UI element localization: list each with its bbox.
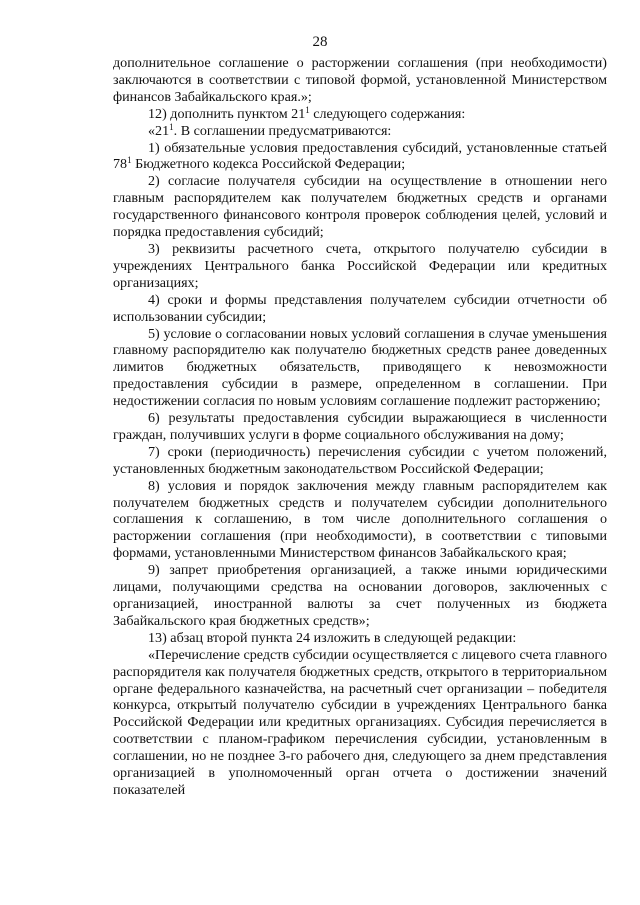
list-item: 8) условия и порядок заключения между главным распорядителем как получателем бюджетных средств и получателем субсидии дополнительного соглашения к соглашению, в том числе дополнительного соглашения о расторжении соглашения (при необходимости), в соответствии с типовыми формами, установленными Министерством финансов Забайкальского края; xyxy=(113,477,607,562)
paragraph: дополнительное соглашение о расторжении соглашения (при необходимости) заключаются в соответствии с типовой формой, установленной Министерством финансов Забайкальского края.»; xyxy=(113,55,607,105)
paragraph: 12) дополнить пунктом $21^1$ следующего содержания: xyxy=(148,104,466,122)
list-item: 7) сроки (периодичность) перечисления субсидии с учетом положений, установленных бюджетным законодательством Российской Федерации; xyxy=(113,443,607,477)
list-item: 3) реквизиты расчетного счета, открытого получателю субсидии в учреждениях Центрального банка Российской Федерации или кредитных организациях; xyxy=(113,240,607,291)
page-number: 28 xyxy=(312,34,328,50)
paragraph: 13) абзац второй пункта 24 изложить в следующей редакции: xyxy=(148,629,517,646)
paragraph: «Перечисление средств субсидии осуществляется с лицевого счета главного распорядителя как получателя бюджетных средств, открытого в территориальном органе федерального казначейства, на расчетный счет организации – победителя конкурса, открытый получателю субсидии в учреждениях Центрального банка Российской Федерации или кредитных организациях. Субсидия перечисляется в соответствии с планом-графиком перечисления субсидии, установленным в соглашении, но не позднее 3-го рабочего дня, следующего за днем представления организацией в уполномоченный орган отчета о достижении значений показателей xyxy=(113,646,607,798)
list-item: 5) условие о согласовании новых условий соглашения в случае уменьшения главному распорядителю как получателю бюджетных средств ранее доведенных лимитов бюджетных обязательств, приводящего к невозможности предоставления субсидии в размере, определенном в соглашении. При недостижении согласия по новым условиям соглашение подлежит расторжению; xyxy=(113,325,607,410)
document-body xyxy=(113,55,607,799)
list-item: 9) запрет приобретения организацией, а также иными юридическими лицами, получающими средства на основании договоров, заключенных с организацией, иностранной валюты за счет полученных из бюджета Забайкальского края бюджетных средств»; xyxy=(113,562,607,629)
paragraph: «$21^1$. В соглашении предусматриваются: xyxy=(148,121,392,139)
list-item: 1) обязательные условия предоставления субсидий, установленные статьей $78^1$ Бюджетного кодекса Российской Федерации; xyxy=(113,139,607,173)
list-item: 4) сроки и формы представления получателем субсидии отчетности об использовании субсидии; xyxy=(113,291,607,325)
list-item: 2) согласие получателя субсидии на осуществление в отношении него главным распорядителем как получателем бюджетных средств и органами государственного финансового контроля проверок соблюдения целей, условий и порядка предоставления субсидий; xyxy=(113,173,607,241)
list-item: 6) результаты предоставления субсидии выражающиеся в численности граждан, получивших услуги в форме социального обслуживания на дому; xyxy=(113,410,607,443)
